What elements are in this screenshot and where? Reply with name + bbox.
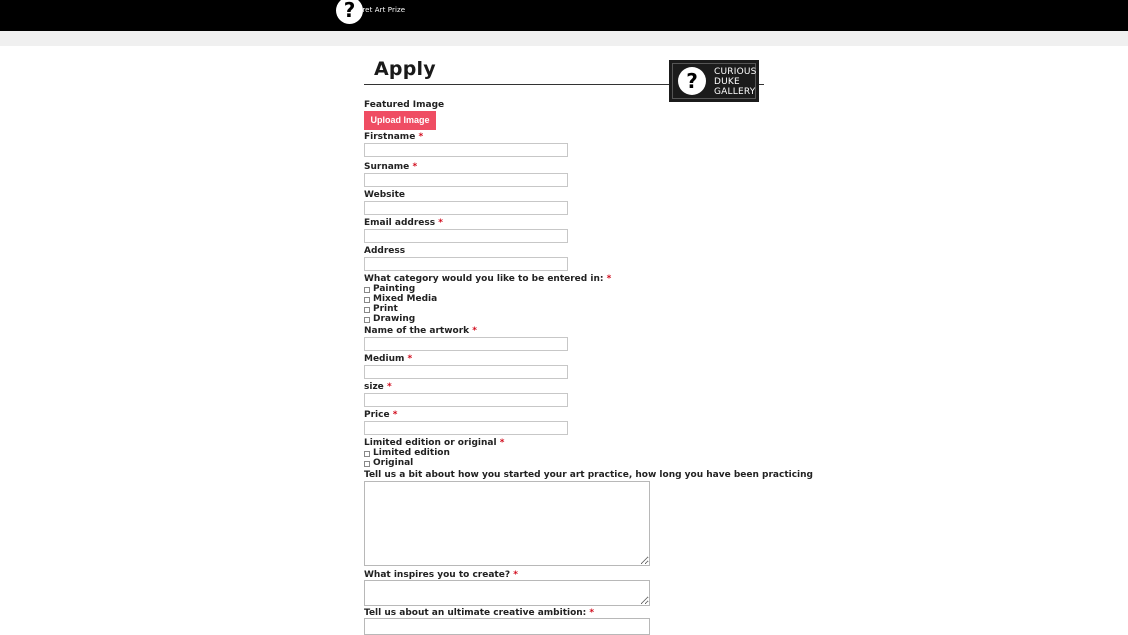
surname-label-text: Surname: [364, 162, 410, 172]
gallery-logo-text: [714, 67, 757, 97]
checkbox[interactable]: [364, 297, 370, 303]
firstname-field[interactable]: [364, 143, 568, 157]
checkbox[interactable]: [364, 287, 370, 293]
medium-label: [364, 354, 412, 364]
checkbox[interactable]: [364, 307, 370, 313]
page-title: Apply: [374, 58, 436, 80]
inspire-label: [364, 570, 518, 580]
category-option-painting[interactable]: [364, 284, 415, 294]
edition-option-label: Limited edition: [373, 448, 450, 458]
artwork-name-label-text: Name of the artwork: [364, 326, 470, 336]
category-option-drawing[interactable]: [364, 314, 415, 324]
required-marker: *: [407, 354, 413, 364]
inspire-textarea[interactable]: [364, 580, 650, 606]
size-field[interactable]: [364, 393, 568, 407]
firstname-label: [364, 132, 423, 142]
email-label: [364, 218, 443, 228]
category-option-label: Print: [373, 304, 398, 314]
address-label: Address: [364, 246, 406, 256]
required-marker: *: [472, 326, 477, 336]
ambition-label: [364, 608, 594, 618]
firstname-label-text: Firstname: [364, 132, 416, 142]
required-marker: *: [513, 570, 518, 580]
medium-label-text: Medium: [364, 354, 405, 364]
artwork-name-label: [364, 326, 477, 336]
category-option-label: Painting: [373, 284, 416, 294]
question-mark-icon: ?: [678, 67, 706, 95]
top-bar: [0, 0, 1128, 31]
checkbox[interactable]: [364, 317, 370, 323]
edition-option-original[interactable]: [364, 458, 413, 468]
site-logo[interactable]: [336, 0, 405, 24]
required-marker: *: [418, 132, 424, 142]
site-logo-text: ecret Art Prize: [354, 6, 406, 14]
medium-field[interactable]: [364, 365, 568, 379]
required-marker: *: [386, 382, 392, 392]
email-field[interactable]: [364, 229, 568, 243]
question-mark-logo-icon: ?: [336, 0, 363, 24]
checkbox[interactable]: [364, 451, 370, 457]
address-field[interactable]: [364, 257, 568, 271]
category-option-label: Mixed Media: [373, 294, 438, 304]
website-label: Website: [364, 190, 406, 200]
gallery-logo-line3: GALLERY: [714, 87, 756, 97]
required-marker: *: [589, 608, 595, 618]
category-label: [364, 274, 611, 284]
price-label-text: Price: [364, 410, 390, 420]
website-field[interactable]: [364, 201, 568, 215]
edition-option-limited[interactable]: [364, 448, 450, 458]
ambition-textarea[interactable]: [364, 618, 650, 635]
artwork-name-field[interactable]: [364, 337, 568, 351]
ambition-label-text: Tell us about an ultimate creative ambition:: [364, 608, 587, 618]
edition-label-text: Limited edition or original: [364, 438, 497, 448]
surname-label: [364, 162, 417, 172]
gallery-logo-line1: CURIOUS: [714, 67, 757, 77]
gallery-logo-frame: [672, 63, 756, 99]
required-marker: *: [392, 410, 398, 420]
size-label: [364, 382, 392, 392]
sub-header-bar: [0, 31, 1128, 46]
category-option-print[interactable]: [364, 304, 398, 314]
required-marker: *: [606, 274, 612, 284]
category-option-label: Drawing: [373, 314, 416, 324]
practice-textarea[interactable]: [364, 481, 650, 566]
featured-image-label: Featured Image: [364, 100, 445, 110]
curious-duke-gallery-logo: [669, 60, 759, 102]
size-label-text: size: [364, 382, 384, 392]
inspire-label-text: What inspires you to create?: [364, 570, 511, 580]
gallery-logo-line2: DUKE: [714, 77, 740, 87]
practice-label: Tell us a bit about how you started your art practice, how long you have been practicing: [364, 470, 813, 480]
upload-image-button[interactable]: Upload Image: [364, 111, 436, 130]
price-label: [364, 410, 397, 420]
required-marker: *: [438, 218, 443, 228]
required-marker: *: [499, 438, 505, 448]
price-field[interactable]: [364, 421, 568, 435]
category-option-mixed-media[interactable]: [364, 294, 437, 304]
email-label-text: Email address: [364, 218, 436, 228]
edition-label: [364, 438, 504, 448]
checkbox[interactable]: [364, 461, 370, 467]
surname-field[interactable]: [364, 173, 568, 187]
edition-option-label: Original: [373, 458, 414, 468]
required-marker: *: [412, 162, 418, 172]
category-label-text: What category would you like to be entered in:: [364, 274, 604, 284]
